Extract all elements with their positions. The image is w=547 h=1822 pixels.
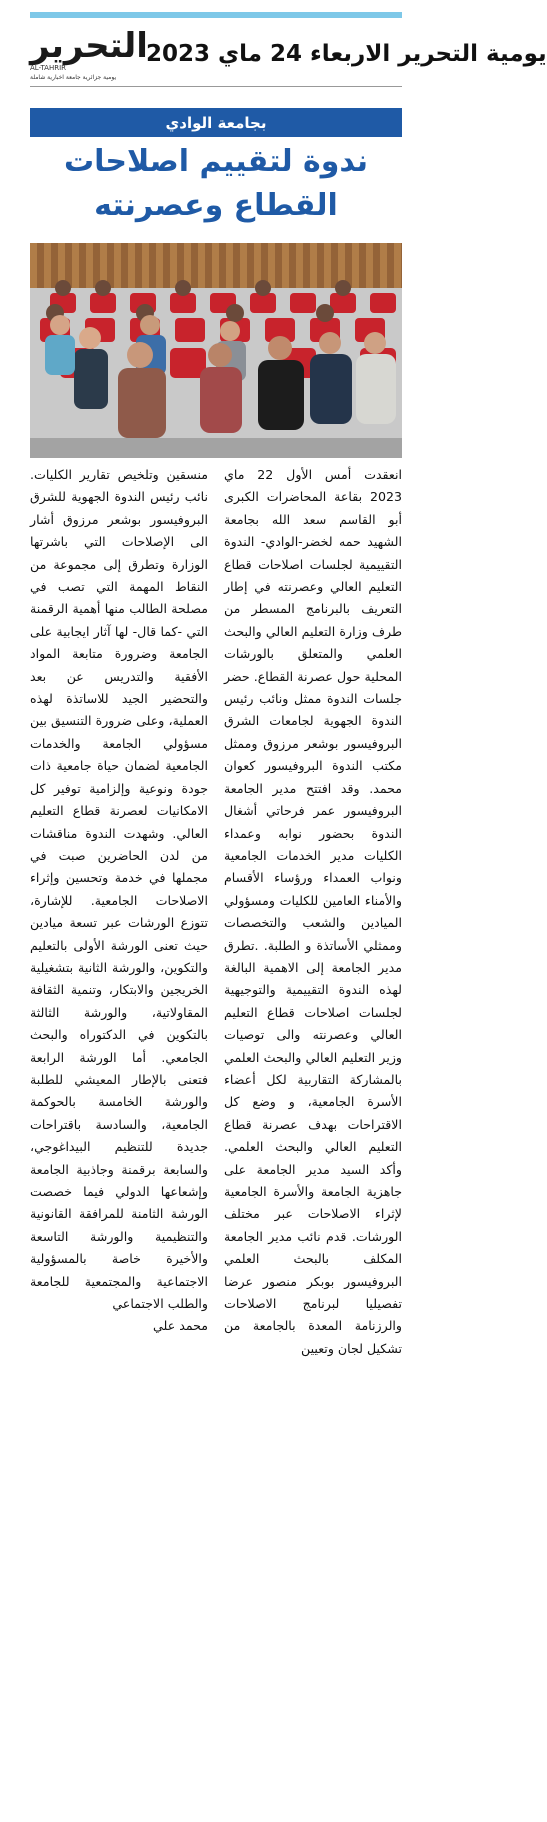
column-right-text: انعقدت أمس الأول 22 ماي 2023 بقاعة المحاضرات الكبرى أبو القاسم سعد الله بجامعة الشهيد حمه لخضر-الوادي- الندوة التقييمية لجلسات اصلاحات قطاع التعليم العالي وعصرنته في إطار التعريف بالبرنامج المسطر من طرف وزارة التعليم العالي والبحث العلمي والمتعلق بالورشات المحلية حول عصرنة القطاع. حضر جلسات الندوة ممثل ونائب رئيس الندوة الجهوية لجامعات الشرق البروفيسور بوشعر مرزوق وممثل مكتب الندوة البروفيسور كعوان محمد. وقد افتتح مدير الجامعة البروفيسور عمر فرحاتي أشغال الندوة بحضور نوابه وعمداء الكليات مدير الخدمات الجامعية ونواب العمداء ورؤساء الأقسام والأمناء العامين للكليات ومسؤولي الميادين والشعب والتخصصات وممثلي الأساتذة و الطلبة. .تطرق مدير الجامعة إلى الاهمية البالغة لهذه الندوة التقييمية والتوجيهية لجلسات اصلاحات قطاع التعليم العالي وعصرنته والى توصيات وزير التعليم العالي والبحث العلمي بالمشاركة التقاربية لكل أعضاء الأسرة الجامعية، و وضع كل الاقتراحات بهدف عصرنة قطاع التعليم العالي والبحث العلمي. وأكد السيد مدير الجامعة على جاهزية الجامعة والأسرة الجامعية لإثراء الاصلاحات عبر مختلف الورشات. قدم نائب مدير الجامعة المكلف بالبحث العلمي البروفيسور بوبكر منصور عرضا تفصيليا لبرنامج الاصلاحات والرزنامة المعدة بالجامعة من تشكيل لجان وتعيين (224, 467, 402, 1356)
dateline: يومية التحرير الاربعاء 24 ماي 2023 (146, 41, 547, 67)
top-rule (30, 12, 402, 18)
column-left-text: منسقين وتلخيص تقارير الكليات. نائب رئيس الندوة الجهوية للشرق البروفيسور بوشعر مرزوق أشار الى الإصلاحات التي باشرتها الوزارة وتطرق إلى مجموعة من النقاط المهمة التي تصب في مصلحة الطالب منها أهمية الرقمنة التي -كما قال- لها آثار ايجابية على الجامعة وضرورة متابعة المواد الأفقية والتدريس عن بعد والتحضير الجيد للاساتذة لهذه العملية، وعلى ضرورة التنسيق بين مسؤولي الجامعة والخدمات الجامعية لضمان حياة جامعية ذات جودة ونوعية وإلزامية توفير كل الامكانيات لعصرنة قطاع التعليم العالي. وشهدت الندوة مناقشات من لدن الحاضرين صبت في مجملها في خدمة وتحسين وإثراء الاصلاحات الجامعية. للإشارة، تتوزع الورشات عبر تسعة ميادين حيث تعنى الورشة الأولى بالتعليم والتكوين، والورشة الثانية بتشغيلية الخريجين والابتكار، وتنمية الثقافة المقاولاتية، والورشة الثالثة بالتكوين في الدكتوراه والبحث الجامعي. أما الورشة الرابعة فتعنى بالإطار المعيشي للطلبة والورشة الخامسة بالحوكمة الجامعية، والسادسة باقتراحات جديدة للتنظيم البيداغوجي، والسابعة برقمنة وجاذبية الجامعة وإشعاعها الدولي فيما خصصت الورشة الثامنة للمرافقة القانونية والتنظيمية والورشة التاسعة والأخيرة خاصة بالمسؤولية الاجتماعية والمجتمعية للجامعة والطلب الاجتماعي (30, 467, 208, 1312)
article-column-right (224, 464, 402, 1816)
section-label: بجامعة الوادي (30, 108, 402, 137)
masthead (30, 22, 547, 87)
logo-tagline: يومية جزائرية جامعة اخبارية شاملة (30, 73, 117, 81)
article-body (30, 464, 402, 1816)
article-author: محمد علي (153, 1318, 208, 1334)
article-photo (30, 243, 402, 458)
article-headline: ندوة لتقييم اصلاحات القطاع وعصرنته (63, 144, 369, 223)
article-column-left (30, 464, 208, 1816)
logo-latin: AL-TAHRIR (30, 63, 67, 72)
newspaper-logo (30, 24, 146, 84)
logo-text: التحرير (30, 25, 148, 66)
audience-photo-illustration (30, 243, 402, 458)
